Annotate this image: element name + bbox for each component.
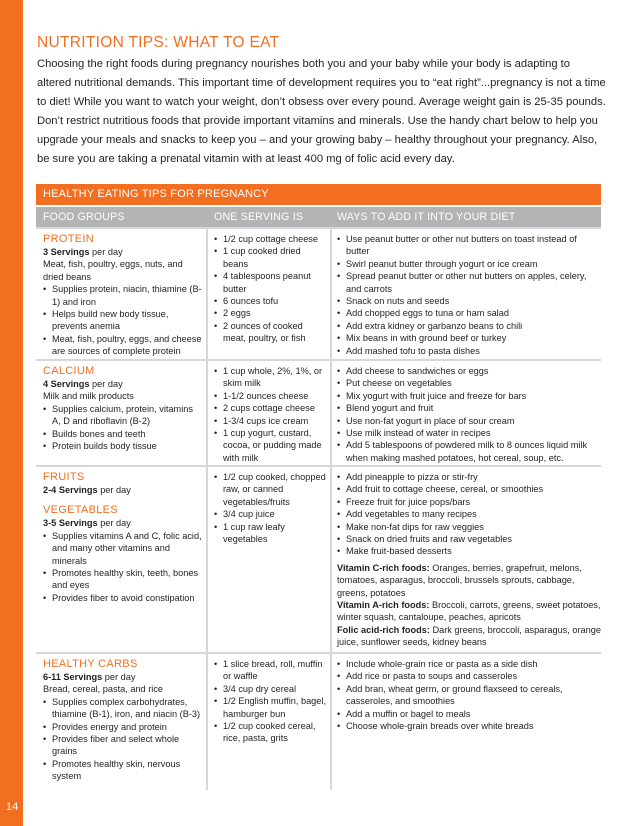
servings-count: 4 Servings (43, 379, 90, 389)
list-item: • 3/4 cup juice (214, 508, 326, 520)
group-desc: Milk and milk products (43, 391, 134, 402)
folic-acid-label: Folic acid-rich foods: (337, 624, 430, 635)
ways-cell (332, 361, 601, 465)
list-item: • Add extra kidney or garbanzo beans to chili (337, 320, 601, 332)
folic-acid-foods (337, 624, 601, 649)
list-item: • Include whole-grain rice or pasta as a side dish (337, 658, 601, 670)
vitamin-c-text: Oranges, berries, grapefruit, melons, tomatoes, asparagus, broccoli, brussels sprouts, cabbage, greens, potatoes (337, 562, 582, 598)
food-group-cell (36, 229, 208, 359)
ways-list (337, 233, 601, 357)
servings-count: 3-5 Servings (43, 518, 98, 529)
serving-list (214, 471, 326, 545)
benefit-list (43, 403, 202, 453)
list-item: • 1/2 English muffin, bagel, hamburger bun (214, 695, 326, 720)
page-number: 14 (6, 801, 19, 813)
serving-cell (208, 467, 332, 652)
group-name-vegetables: VEGETABLES (43, 504, 118, 517)
list-item: • 1 cup whole, 2%, 1%, or skim milk (214, 365, 326, 390)
food-group-cell (36, 361, 208, 465)
list-item: • Supplies vitamins A and C, folic acid, and many other vitamins and minerals (43, 530, 202, 567)
group-name: FRUITS (43, 471, 85, 483)
list-item: • Supplies protein, niacin, thiamine (B-1) and iron (43, 283, 202, 308)
list-item: • Use milk instead of water in recipes (337, 427, 601, 439)
column-header-ways: WAYS TO ADD IT INTO YOUR DIET (337, 211, 516, 223)
list-item: • 4 tablespoons peanut butter (214, 270, 326, 295)
servings-line (43, 484, 202, 496)
list-item: • Make non-fat dips for raw veggies (337, 521, 601, 533)
list-item: • 1/2 cup cooked cereal, rice, pasta, grits (214, 720, 326, 745)
group-name: PROTEIN (43, 233, 94, 245)
list-item: • Add fruit to cottage cheese, cereal, or smoothies (337, 483, 601, 495)
serving-cell (208, 654, 332, 790)
list-item: • Blend yogurt and fruit (337, 402, 601, 414)
list-item: • 1 cup raw leafy vegetables (214, 521, 326, 546)
serving-list (214, 233, 326, 345)
list-item: • Meat, fish, poultry, eggs, and cheese are sources of complete protein (43, 333, 202, 358)
sidebar-accent (0, 0, 23, 826)
list-item: • Add bran, wheat germ, or ground flaxseed to cereals, casseroles, and smoothies (337, 683, 601, 708)
list-item: • 2 ounces of cooked meat, poultry, or fish (214, 320, 326, 345)
table-row-fruits-vegetables (36, 465, 601, 652)
list-item: • Supplies complex carbohydrates, thiamine (B-1), iron, and niacin (B-3) (43, 696, 202, 721)
ways-list (337, 471, 601, 558)
list-item: • Add a muffin or bagel to meals (337, 708, 601, 720)
servings-line (43, 378, 202, 390)
servings-unit: per day (97, 485, 131, 495)
list-item: • Add 5 tablespoons of powdered milk to 8 ounces liquid milk when making mashed potatoes, hot cereal, soup, etc. (337, 439, 601, 464)
list-item: • Use peanut butter or other nut butters on toast instead of butter (337, 233, 601, 258)
list-item: • 1-3/4 cups ice cream (214, 415, 326, 427)
list-item: • 2 cups cottage cheese (214, 402, 326, 414)
servings-line (43, 246, 202, 258)
page-title: NUTRITION TIPS: WHAT TO EAT (37, 34, 280, 51)
ways-list (337, 658, 601, 732)
column-headers (36, 207, 601, 227)
list-item: • 1/2 cup cooked, chopped raw, or canned vegetables/fruits (214, 471, 326, 508)
list-item: • Freeze fruit for juice pops/bars (337, 496, 601, 508)
vitamin-c-foods (337, 562, 601, 599)
benefit-list (43, 530, 202, 604)
list-item: • Choose whole-grain breads over white breads (337, 720, 601, 732)
ways-cell (332, 467, 601, 652)
group-name: HEALTHY CARBS (43, 658, 138, 670)
table-row-healthy-carbs (36, 652, 601, 790)
ways-list (337, 365, 601, 464)
list-item: • Supplies calcium, protein, vitamins A, D and riboflavin (B-2) (43, 403, 202, 428)
list-item: • Protein builds body tissue (43, 440, 202, 452)
group-desc: Meat, fish, poultry, eggs, nuts, and dried beans (43, 259, 183, 282)
servings-line (43, 517, 202, 529)
serving-list (214, 365, 326, 464)
table-row-protein (36, 227, 601, 359)
servings-unit: per day (97, 518, 131, 529)
servings-unit: per day (89, 379, 123, 389)
column-header-food-groups: FOOD GROUPS (43, 211, 125, 223)
vitamin-a-label: Vitamin A-rich foods: (337, 600, 430, 611)
food-group-cell (36, 654, 208, 790)
list-item: • Add cheese to sandwiches or eggs (337, 365, 601, 377)
vitamin-c-label: Vitamin C-rich foods: (337, 562, 430, 573)
servings-unit: per day (89, 247, 123, 257)
serving-list (214, 658, 326, 745)
serving-cell (208, 361, 332, 465)
list-item: • Add chopped eggs to tuna or ham salad (337, 307, 601, 319)
list-item: • Promotes healthy skin, teeth, bones and eyes (43, 567, 202, 592)
list-item: • 1-1/2 ounces cheese (214, 390, 326, 402)
food-group-cell (36, 467, 208, 652)
list-item: • Provides fiber and select whole grains (43, 733, 202, 758)
servings-count: 2-4 Servings (43, 485, 98, 495)
list-item: • Use non-fat yogurt in place of sour cream (337, 415, 601, 427)
nutrition-table (36, 184, 601, 790)
list-item: • Put cheese on vegetables (337, 377, 601, 389)
list-item: • Promotes healthy skin, nervous system (43, 758, 202, 783)
benefit-list (43, 283, 202, 357)
list-item: • Add mashed tofu to pasta dishes (337, 345, 601, 357)
list-item: • Helps build new body tissue, prevents anemia (43, 308, 202, 333)
list-item: • Add pineapple to pizza or stir-fry (337, 471, 601, 483)
list-item: • 1 cup cooked dried beans (214, 245, 326, 270)
list-item: • Add vegetables to many recipes (337, 508, 601, 520)
list-item: • Add rice or pasta to soups and casseroles (337, 670, 601, 682)
table-title: HEALTHY EATING TIPS FOR PREGNANCY (36, 184, 601, 205)
list-item: • 1 cup yogurt, custard, cocoa, or pudding made with milk (214, 427, 326, 464)
list-item: • 6 ounces tofu (214, 295, 326, 307)
list-item: • Snack on dried fruits and raw vegetables (337, 533, 601, 545)
list-item: • 3/4 cup dry cereal (214, 683, 326, 695)
list-item: • Snack on nuts and seeds (337, 295, 601, 307)
list-item: • Mix beans in with ground beef or turkey (337, 332, 601, 344)
ways-cell (332, 654, 601, 790)
list-item: • Make fruit-based desserts (337, 545, 601, 557)
list-item: • Provides fiber to avoid constipation (43, 592, 202, 604)
group-name: CALCIUM (43, 365, 95, 377)
servings-unit: per day (102, 672, 136, 682)
vitamin-a-foods (337, 599, 601, 624)
list-item: • 1 slice bread, roll, muffin or waffle (214, 658, 326, 683)
table-row-calcium (36, 359, 601, 465)
list-item: • Spread peanut butter or other nut butters on apples, celery, and carrots (337, 270, 601, 295)
benefit-list (43, 696, 202, 783)
list-item: • Swirl peanut butter through yogurt or ice cream (337, 258, 601, 270)
list-item: • 2 eggs (214, 307, 326, 319)
vitamin-a-text: Broccoli, carrots, greens, sweet potatoes, winter squash, cantaloupe, peaches, apricots (337, 600, 601, 623)
group-desc: Bread, cereal, pasta, and rice (43, 684, 164, 695)
list-item: • 1/2 cup cottage cheese (214, 233, 326, 245)
intro-paragraph: Choosing the right foods during pregnancy nourishes both you and your baby while your body is adapting to altered nutritional demands. This important time of development requires you to “eat right”...pregnancy is not a time to diet! While you want to watch your weight, don’t obsess over every pound. Average weight gain is 25-35 pounds. Don’t restrict nutritious foods that provide important vitamins and minerals. Use the handy chart below to help you upgrade your meals and snacks to keep you – and your growing baby – healthy throughout your pregnancy. Also, be sure you are taking a prenatal vitamin with at least 400 mg of folic acid every day. (37, 58, 606, 166)
servings-line (43, 671, 202, 683)
column-header-one-serving: ONE SERVING IS (214, 211, 304, 223)
list-item: • Provides energy and protein (43, 721, 202, 733)
servings-count: 3 Servings (43, 247, 90, 257)
folic-acid-text: Dark greens, broccoli, asparagus, orange juice, sunflower seeds, kidney beans (337, 624, 601, 648)
serving-cell (208, 229, 332, 359)
ways-cell (332, 229, 601, 359)
list-item: • Builds bones and teeth (43, 428, 202, 440)
servings-count: 6-11 Servings (43, 672, 103, 682)
list-item: • Mix yogurt with fruit juice and freeze for bars (337, 390, 601, 402)
